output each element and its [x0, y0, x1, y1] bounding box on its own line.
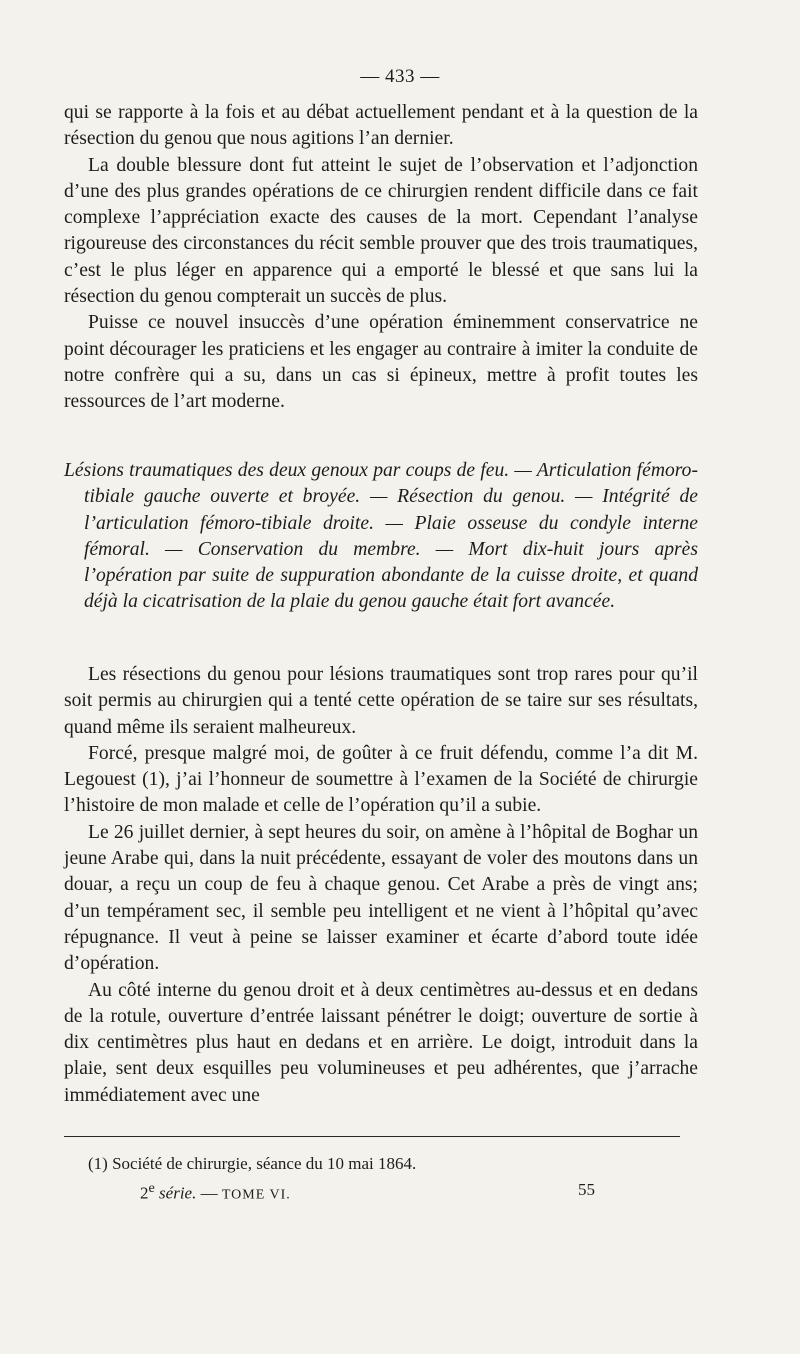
paragraph: La double blessure dont fut atteint le sujet de l’observation et l’adjonction d’une des plus grandes opérations de ce chirurgien rendent difficile dans ce fait complexe l’appréciation exacte des causes de la mort. Cependant l’analyse rigoureuse des circonstances du récit semble prouver que des trois traumatiques, c’est le plus léger en apparence qui a emporté le blessé et que sans lui la résection du genou compterait un succès de plus. — [64, 154, 698, 308]
sheet-number: 55 — [578, 1180, 595, 1199]
serie-superscript: e — [148, 1180, 155, 1196]
footnote-divider — [64, 1136, 680, 1137]
paragraph: qui se rapporte à la fois et au débat actuellement pendant et à la question de la résection du genou que nous agitions l’an dernier. — [64, 102, 698, 150]
main-text — [64, 662, 698, 1109]
tome-label: TOME VI. — [221, 1187, 291, 1203]
page-number: — 433 — — [360, 66, 440, 87]
serie-number: 2 — [140, 1183, 149, 1203]
signature-line — [140, 1180, 291, 1204]
paragraph: Le 26 juillet dernier, à sept heures du soir, on amène à l’hôpital de Boghar un jeune Arabe qui, dans la nuit précédente, essayant de voler des moutons dans un douar, a reçu un coup de feu à chaque genou. Cet Arabe a près de vingt ans; d’un tempérament sec, il semble peu intelligent et ne vient à l’hôpital qu’avec répugnance. Il veut à peine se laisser examiner et écarte d’abord toute idée d’opération. — [64, 821, 698, 975]
footnote: (1) Société de chirurgie, séance du 10 mai 1864. — [88, 1154, 417, 1173]
paragraph: Au côté interne du genou droit et à deux centimètres au-dessus et en dedans de la rotule, ouverture d’entrée laissant pénétrer le doigt; ouverture de sortie à dix centimètres plus haut en dedans et en arrière. Le doigt, introduit dans la plaie, sent deux esquilles peu volumineuses et peu adhérentes, que j’arrache immédiatement avec une — [64, 979, 698, 1106]
intro-text — [64, 100, 698, 416]
serie-label: série. — [159, 1183, 197, 1203]
paragraph: Forcé, presque malgré moi, de goûter à ce fruit défendu, comme l’a dit M. Legouest (1), j’ai l’honneur de soumettre à l’examen de la Société de chirurgie l’histoire de mon malade et celle de l’opération qu’il a subie. — [64, 742, 698, 817]
paragraph: Puisse ce nouvel insuccès d’une opération éminemment conservatrice ne point décourager les praticiens et les engager au contraire à imiter la conduite de notre confrère qui a su, dans un cas si épineux, mettre à profit toutes les ressources de l’art moderne. — [64, 312, 698, 413]
paragraph: Les résections du genou pour lésions traumatiques sont trop rares pour qu’il soit permis au chirurgien qui a tenté cette opération de se taire sur ses résultats, quand même ils seraient malheureux. — [64, 664, 698, 738]
signature-dash: — — [200, 1183, 218, 1203]
case-summary: Lésions traumatiques des deux genoux par coups de feu. — Articulation fémoro-tibiale gauche ouverte et broyée. — Résection du genou. — Intégrité de l’articulation fémoro-tibiale droite. — Plaie osseuse du condyle interne fémoral. — Conservation du membre. — Mort dix-huit jours après l’opération par suite de suppuration abondante de la cuisse droite, et quand déjà la cicatrisation de la plaie du genou gauche était fort avancée. — [64, 460, 698, 613]
